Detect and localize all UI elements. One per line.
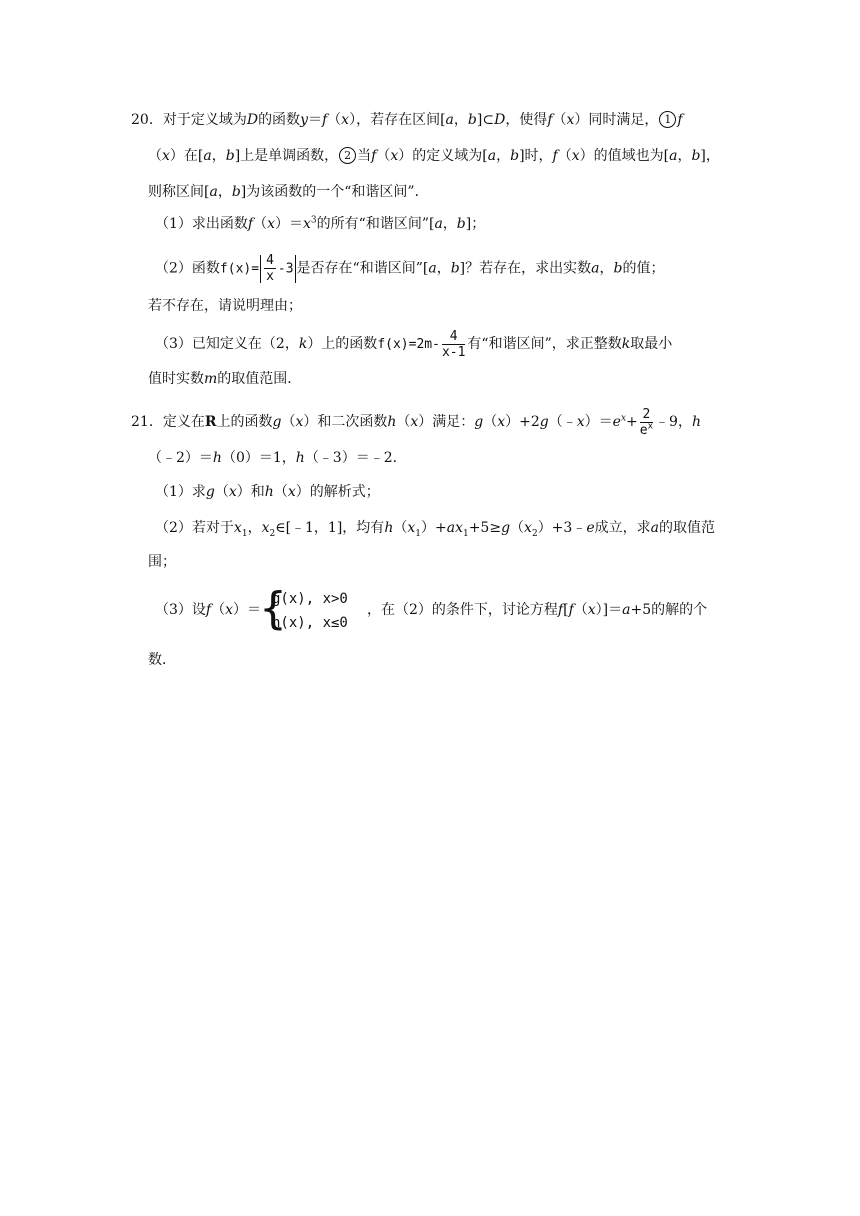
- q20-part-2-line-2: 若不存在，请说明理由；: [148, 298, 302, 314]
- abs-bar-right: [295, 255, 296, 283]
- formula-fx: f(x)=: [219, 261, 260, 277]
- q21-part-3-tail: ，在（2）的条件下，讨论方程f[f（x）]＝a+5的解的个: [367, 602, 708, 618]
- fraction-2-over-ex: $\frac{2}{e^x}$: [639, 406, 654, 438]
- q20-part-3: （3）已知定义在（2，k）上的函数f(x)=2m- $\frac{4}{x-1}$ 有“和谐区间”，求正整数k取最小: [155, 328, 673, 360]
- q21-part-3-lead: （3）设f（x）＝: [155, 602, 262, 618]
- piecewise-case-2: h(x), x≤0: [272, 615, 348, 631]
- fraction-4-over-x-1: $\frac{4}{x-1}$: [441, 328, 466, 360]
- question-number: 20．: [131, 112, 163, 128]
- q20-part-3-line-2: 值时实数m的取值范围．: [148, 371, 302, 387]
- piecewise-case-1: g(x), x>0: [272, 591, 348, 607]
- q20-part-2: （2）函数f(x)= $\frac{4}{x}$ -3 是否存在“和谐区间”[a，b]？若存在，求出实数a，b的值；: [155, 253, 665, 284]
- q20-line-3: 则称区间[a，b]为该函数的一个“和谐区间”．: [148, 184, 429, 200]
- q21-part-2: （2）若对于$x_1$，$x_2\in[﹣1$，1]，均有$h(x_1)+ax_1+5\ge g(x_2)+3﹣e$成立，求a的取值范: [155, 520, 715, 539]
- q21-part-2-line-2: 围；: [148, 554, 176, 570]
- q21-line-1: 21．定义在R上的函数g（x）和二次函数h（x）满足：$g(x)+2g(﹣x)=e^x+$ $\frac{2}{e^x}$ ﹣9，h: [131, 406, 701, 438]
- q21-part-3-line-2: 数．: [148, 652, 176, 668]
- circled-two-icon: 2: [339, 147, 356, 164]
- formula-fx-2m: f(x)=2m-: [377, 337, 440, 352]
- question-number: 21．: [131, 414, 163, 430]
- circled-one-icon: 1: [659, 111, 676, 128]
- q20-line-1: 20．对于定义域为D的函数y＝f（x），若存在区间[a，b]⊂D，使得f（x）同时满足， 1 f: [131, 112, 683, 128]
- q21-line-2: （﹣2）＝h（0）＝1，h（﹣3）＝﹣2．: [148, 450, 407, 466]
- fraction-4-over-x: $\frac{4}{x}$: [266, 253, 274, 284]
- q20-part-1: （1）求出函数$f(x)=x^3$的所有“和谐区间”[a，b]；: [155, 215, 486, 232]
- left-brace-icon: {: [259, 583, 287, 634]
- q21-part-1: （1）求g（x）和h（x）的解析式；: [155, 484, 380, 500]
- abs-bar-left: [260, 255, 261, 283]
- q20-line-2: （x）在[a，b]上是单调函数， 2 当f（x）的定义域为[a，b]时，f（x）的值域也为[a，b]，: [148, 148, 720, 164]
